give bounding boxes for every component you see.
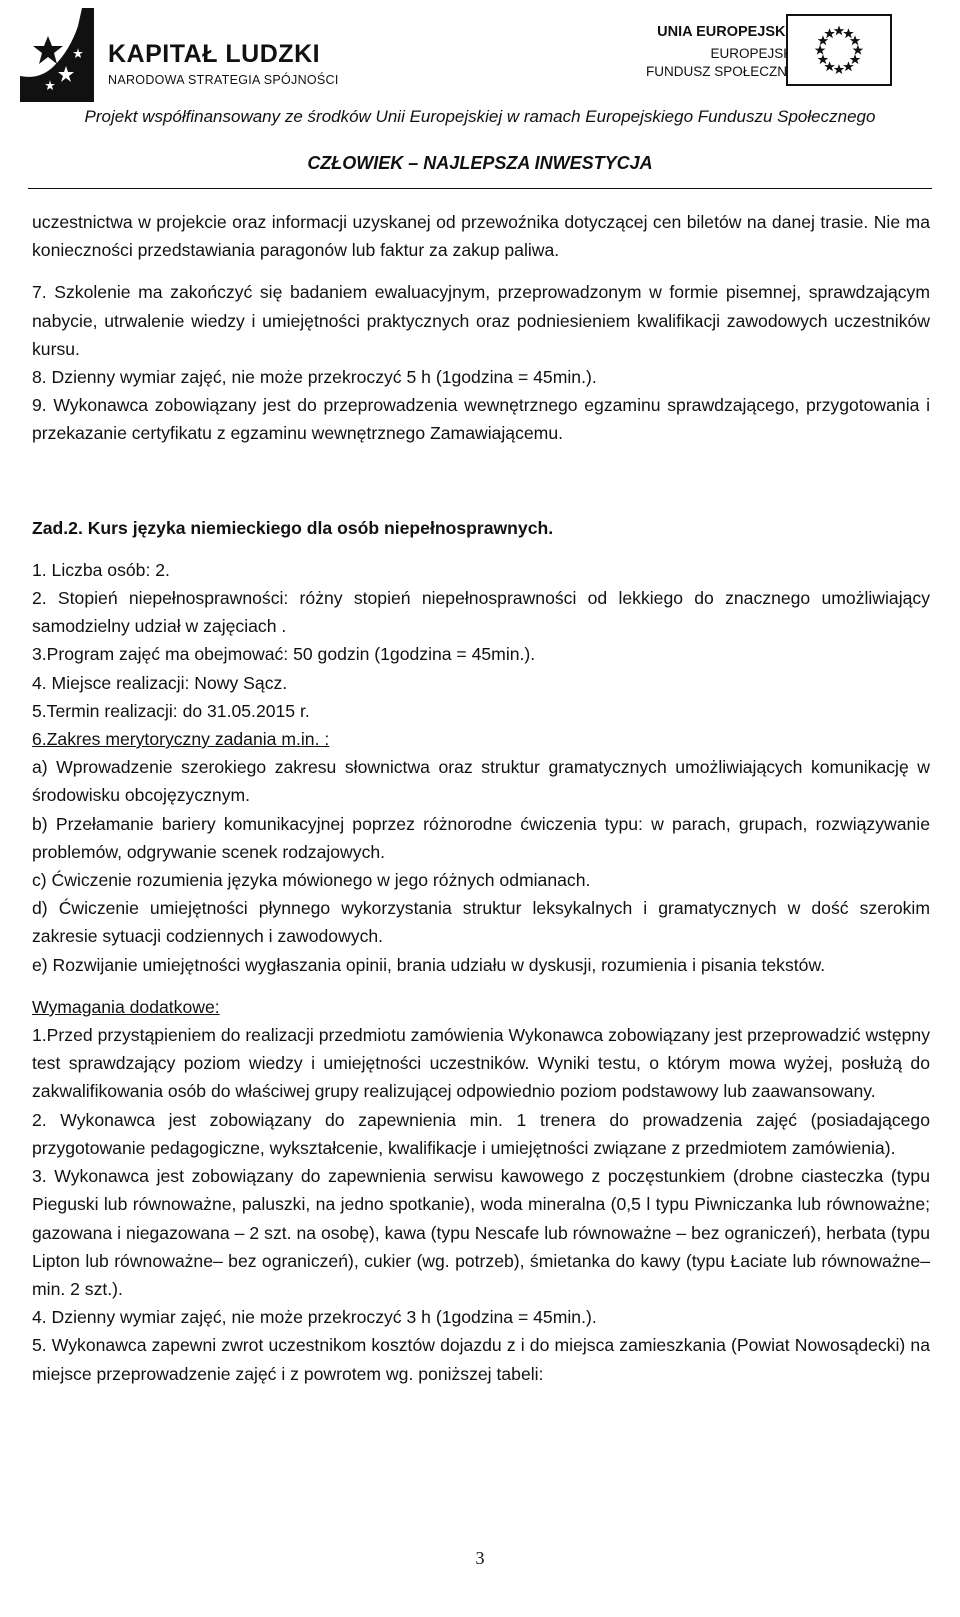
- cofinance-note: Projekt współfinansowany ze środków Unii Europejskiej w ramach Europejskiego Funduszu Społecznego: [84, 107, 876, 126]
- page-header: [0, 0, 960, 200]
- list-item-8: 8. Dzienny wymiar zajęć, nie może przekroczyć 5 h (1godzina = 45min.).: [32, 367, 597, 388]
- spacer: [32, 542, 930, 556]
- task-heading: Zad.2. Kurs języka niemieckiego dla osób niepełnosprawnych.: [32, 517, 554, 538]
- eu-logo-line1: UNIA EUROPEJSKA: [657, 24, 796, 40]
- kapital-ludzki-logo: [20, 6, 340, 102]
- list-item-7: 7. Szkolenie ma zakończyć się badaniem ewaluacyjnym, przeprowadzonym w formie pisemnej, sprawdzającym nabycie, utrwalenie wiedzy i umiejętności praktycznych oraz podniesieniem kwalifikacji zawodowych uczestników kursu.: [32, 282, 930, 359]
- requirements-heading: Wymagania dodatkowe:: [32, 996, 220, 1017]
- scope-item-e: e) Rozwijanie umiejętności wygłaszania opinii, brania udziału w dyskusji, rozumienia i pisania tekstów.: [32, 954, 826, 975]
- task-item-1: 1. Liczba osób: 2.: [32, 559, 170, 580]
- task-item-4: 4. Miejsce realizacji: Nowy Sącz.: [32, 672, 288, 693]
- kapital-ludzki-emblem-icon: [20, 6, 96, 102]
- list-item-9: 9. Wykonawca zobowiązany jest do przeprowadzenia wewnętrznego egzaminu sprawdzającego, przygotowania i przekazanie certyfikatu z egzaminu wewnętrznego Zamawiającemu.: [32, 395, 930, 444]
- requirement-item-2: 2. Wykonawca jest zobowiązany do zapewnienia min. 1 trenera do prowadzenia zajęć (posiadającego przygotowanie pedagogiczne, wykształcenie, kwalifikacje i umiejętności związane z przedmiotem zamówienia).: [32, 1109, 930, 1158]
- header-divider: [28, 188, 932, 189]
- scope-item-d: d) Ćwiczenie umiejętności płynnego wykorzystania struktur leksykalnych i gramatycznych w dość szerokim zakresie sytuacji codziennych i zawodowych.: [32, 898, 930, 947]
- kapital-ludzki-title: KAPITAŁ LUDZKI: [108, 40, 321, 68]
- task-item-2: 2. Stopień niepełnosprawności: różny stopień niepełnosprawności od lekkiego do znacznego umożliwiający samodzielny udział w zajęciach .: [32, 588, 930, 637]
- eu-flag-icon: [786, 14, 892, 86]
- spacer: [32, 979, 930, 993]
- requirement-item-3: 3. Wykonawca jest zobowiązany do zapewnienia serwisu kawowego z poczęstunkiem (drobne ciasteczka (typu Pieguski lub równoważne, paluszki, na jedno spotkanie), woda mineralna (0,5 l typu Piwniczanka lub równoważne; gazowana i niegazowana – 2 szt. na osobę), kawa (typu Nescafe lub równoważne – bez ograniczeń), herbata (typu Lipton lub równoważne– bez ograniczeń), cukier (wg. potrzeb), śmietanka do kawy (typu Łaciate lub równoważne– min. 2 szt.).: [32, 1166, 930, 1299]
- requirement-item-1: 1.Przed przystąpieniem do realizacji przedmiotu zamówienia Wykonawca zobowiązany jest przeprowadzić wstępny test sprawdzający poziom wiedzy i umiejętności uczestników. Wyniki testu, o którym mowa wyżej, posłużą do zakwalifikowania osób do właściwej grupy realizującej odpowiednio poziom podstawowy lub zaawansowany.: [32, 1025, 930, 1102]
- scope-item-b: b) Przełamanie bariery komunikacyjnej poprzez różnorodne ćwiczenia typu: w parach, grupach, rozwiązywanie problemów, odgrywanie scenek rodzajowych.: [32, 813, 930, 862]
- header-slogan: CZŁOWIEK – NAJLEPSZA INWESTYCJA: [307, 153, 653, 173]
- spacer: [32, 264, 930, 278]
- scope-item-c: c) Ćwiczenie rozumienia języka mówionego w jego różnych odmianach.: [32, 870, 591, 891]
- requirement-item-5: 5. Wykonawca zapewni zwrot uczestnikom kosztów dojazdu z i do miejsca zamieszkania (Powiat Nowosądecki) na miejsce przeprowadzenie zajęć i z powrotem wg. poniższej tabeli:: [32, 1335, 930, 1384]
- kapital-ludzki-subtitle: NARODOWA STRATEGIA SPÓJNOŚCI: [108, 73, 339, 87]
- spacer: [32, 448, 930, 514]
- paragraph-continuation: uczestnictwa w projekcie oraz informacji uzyskanej od przewoźnika dotyczącej cen biletów na danej trasie. Nie ma konieczności przedstawiania paragonów lub faktur za zakup paliwa.: [32, 212, 930, 261]
- document-body: [32, 208, 930, 1388]
- eu-logo-line2: EUROPEJSKI: [710, 46, 796, 61]
- task-item-3: 3.Program zajęć ma obejmować: 50 godzin (1godzina = 45min.).: [32, 644, 536, 665]
- task-item-5: 5.Termin realizacji: do 31.05.2015 r.: [32, 700, 310, 721]
- scope-item-a: a) Wprowadzenie szerokiego zakresu słownictwa oraz struktur gramatycznych umożliwiających komunikację w środowisku obcojęzycznym.: [32, 757, 930, 806]
- task-item-6: 6.Zakres merytoryczny zadania m.in. :: [32, 729, 330, 750]
- requirement-item-4: 4. Dzienny wymiar zajęć, nie może przekroczyć 3 h (1godzina = 45min.).: [32, 1307, 597, 1328]
- eu-logo-line3: FUNDUSZ SPOŁECZNY: [645, 64, 796, 79]
- eu-logo: [616, 14, 916, 94]
- page-number: 3: [475, 1548, 485, 1568]
